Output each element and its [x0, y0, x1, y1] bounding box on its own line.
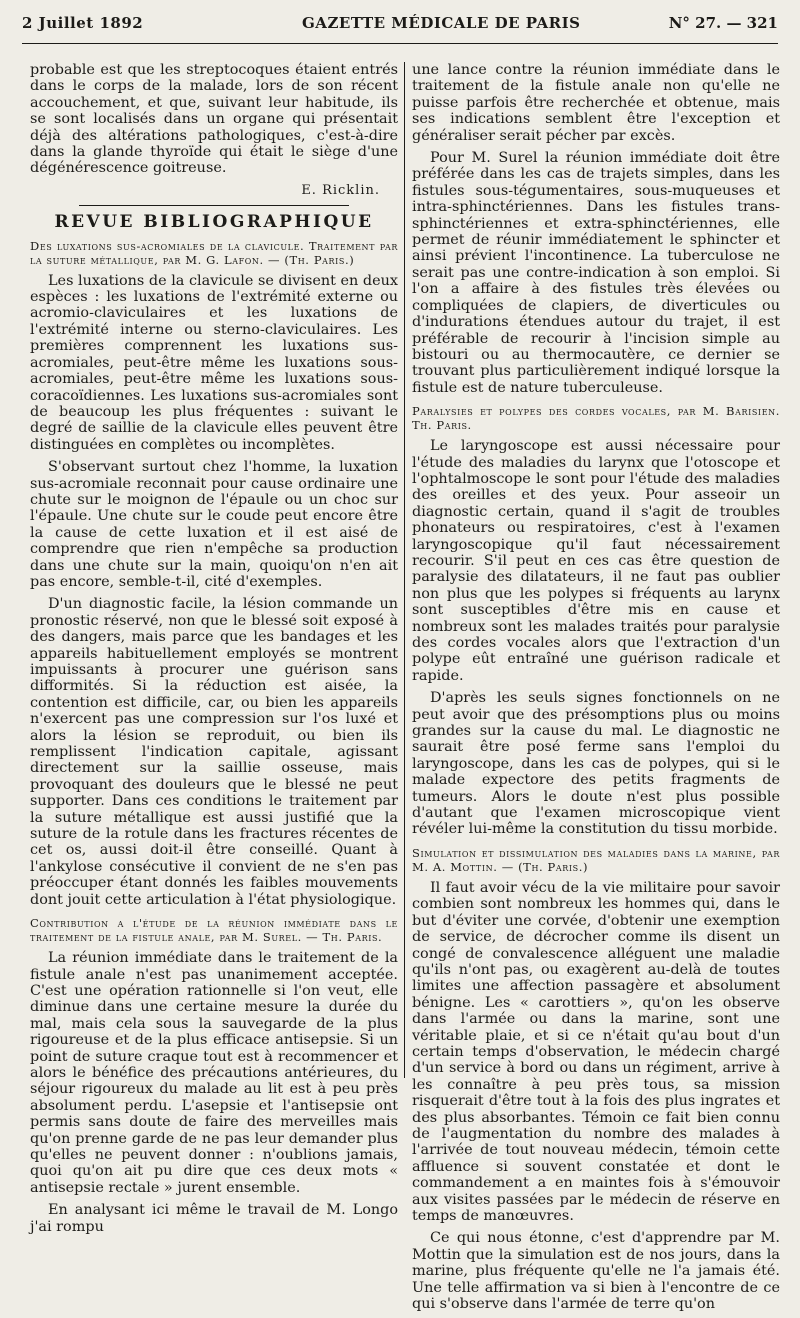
left-column: [30, 62, 398, 1241]
intro-signature: E. Ricklin.: [301, 182, 380, 198]
article-paragraph: Pour M. Surel la réunion immédiate doit être préférée dans les cas de trajets simples, dans les fistules sous-tégumentaires, sous-muqueuses et intra-sphinctériennes. Dans les fistules trans-sphinctériennes et extra-sphinctériennes, elle permet de réunir immédiatement le sphincter et ainsi prévient l'incontinence. La tuberculose ne serait pas une contre-indication à son emploi. Si l'on a affaire à des fistules très élevées ou compliquées de clapiers, de diverticules ou d'indurations étendues autour du trajet, il est préférable de recourir à l'incision simple au bistouri ou au thermocautère, ce dernier se trouvant plus particulièrement indiqué lorsque la fistule est de nature tuberculeuse.: [412, 150, 780, 396]
page-header: [22, 6, 778, 36]
article-paragraph: Le laryngoscope est aussi nécessaire pour l'étude des maladies du larynx que l'otoscope et l'ophtalmoscope le sont pour l'étude des maladies des oreilles et des yeux. Pour asseoir un diagnostic certain, quand il s'agit de troubles phonateurs ou respiratoires, c'est à l'examen laryngoscopique qu'il faut nécessairement recourir. S'il peut en ces cas être question de paralysie des dilatateurs, il ne faut pas oublier non plus que les polypes si fréquents au larynx sont susceptibles d'être mis en cause et nombreux sont les malades traités pour paralysie des cordes vocales alors que l'extraction d'un polype eût entraîné une guérison radicale et rapide.: [412, 438, 780, 684]
article-paragraph: Il faut avoir vécu de la vie militaire pour savoir combien sont nombreux les hommes qui, dans le but d'éviter une corvée, d'obtenir une exemption de service, de décrocher comme ils disent un congé de convalescence alléguent une maladie qu'ils n'ont pas, ou exagèrent au-delà de toutes limites une affection passagère et absolument bénigne. Les « carottiers », qu'on les observe dans l'armée ou dans la marine, sont une véritable plaie, et si ce n'était qu'au bout d'un certain temps d'observation, le médecin chargé d'un service à bord ou dans un régiment, arrive à les connaître à peu près tous, sa mission risquerait d'être tout à la fois des plus ingrates et des plus absorbantes. Témoin ce fait bien connu de l'augmentation du nombre des malades à l'arrivée de tout nouveau médecin, témoin cette affluence si souvent constatée et dont le commandement a en maintes fois à s'émouvoir aux visites passées par le médecin de réserve en temps de manœuvres.: [412, 879, 780, 1224]
right-column: [412, 62, 780, 1318]
article-title-cordes-vocales: Paralysies et polypes des cordes vocales, par M. Barisien. Th. Paris.: [412, 404, 780, 433]
article-paragraph: Ce qui nous étonne, c'est d'apprendre par M. Mottin que la simulation est de nos jours, dans la marine, plus fréquente qu'elle ne l'a jamais été. Une telle affirmation va si bien à l'encontre de ce qui s'observe dans l'armée de terre qu'on: [412, 1230, 780, 1313]
article-paragraph: La réunion immédiate dans le traitement de la fistule anale n'est pas unanimement acceptée. C'est une opération rationnelle si l'on veut, elle diminue dans une certaine mesure la durée du mal, mais cela sous la sauvegarde de la plus rigoureuse et de la plus efficace antisepsie. Si un point de suture craque tout est à recommencer et alors le bénéfice des précautions antérieures, du séjour rigoureux du malade au lit est à peu près absolument perdu. L'asepsie et l'antisepsie ont permis sans doute de faire des merveilles mais qu'on prenne garde de ne pas leur demander plus qu'elles ne peuvent donner : n'oublions jamais, quoi qu'on ait pu dire que ces deux mots « antisepsie rectale » jurent ensemble.: [30, 950, 398, 1196]
journal-title: GAZETTE MÉDICALE DE PARIS: [302, 14, 581, 32]
article-paragraph: En analysant ici même le travail de M. Longo j'ai rompu: [30, 1202, 398, 1235]
article-paragraph: D'un diagnostic facile, la lésion commande un pronostic réservé, non que le blessé soit exposé à des dangers, mais parce que les bandages et les appareils habituellement employés se montrent impuissants à procurer une guérison sans difformités. Si la réduction est aisée, la contention est difficile, car, ou bien les appareils n'exercent pas une compression sur l'os luxé et alors la lésion se reproduit, ou bien ils remplissent l'indication capitale, agissant directement sur la saillie osseuse, mais provoquant des douleurs que le blessé ne peut supporter. Dans ces conditions le traitement par la suture métallique est aussi justifié que la suture de la rotule dans les fractures récentes de cet os, aussi doit-il être conseillé. Quant à l'ankylose consécutive il convient de ne s'en pas préoccuper étant donnés les faibles mouvements dont jouit cette articulation à l'état physiologique.: [30, 596, 398, 908]
article-title-simulation: Simulation et dissimulation des maladies dans la marine, par M. A. Mottin. — (Th. Paris.): [412, 845, 780, 874]
issue-page-number: N° 27. — 321: [668, 14, 778, 32]
issue-date: 2 Juillet 1892: [22, 14, 144, 32]
section-heading: REVUE BIBLIOGRAPHIQUE: [54, 212, 374, 233]
article-title-luxations: Des luxations sus-acromiales de la clavicule. Traitement par la suture métallique, par M. G. Lafon. — (Th. Paris.): [30, 238, 398, 267]
section-divider: [79, 205, 349, 206]
article-paragraph: D'après les seuls signes fonctionnels on ne peut avoir que des présomptions plus ou moins grandes sur la cause du mal. Le diagnostic ne saurait être posé ferme sans l'emploi du laryngoscope, dans les cas de polypes, qui si le malade expectore des petits fragments de tumeurs. Alors le doute n'est plus possible d'autant que l'examen microscopique vient révéler lui-même la constitution du tissu morbide.: [412, 690, 780, 838]
intro-paragraph: probable est que les streptocoques étaient entrés dans le corps de la malade, lors de son récent accouchement, et que, suivant leur habitude, ils se sont localisés dans un organe qui présentait déjà des altérations pathologiques, c'est-à-dire dans la glande thyroïde qui était le siège d'une dégénérescence goitreuse.: [30, 62, 398, 177]
continuation-paragraph: une lance contre la réunion immédiate dans le traitement de la fistule anale non qu'elle ne puisse parfois être recherchée et obtenue, mais ses indications semblent être l'exception et généraliser serait pécher par excès.: [412, 62, 780, 144]
header-rule: [22, 43, 778, 44]
article-title-fistule: Contribution a l'étude de la réunion immédiate dans le traitement de la fistule anale, par M. Surel. — Th. Paris.: [30, 916, 398, 945]
article-paragraph: S'observant surtout chez l'homme, la luxation sus-acromiale reconnait pour cause ordinaire une chute sur le moignon de l'épaule ou un choc sur l'épaule. Une chute sur le coude peut encore être la cause de cette luxation et il est aisé de comprendre que rien n'empêche sa production dans une chute sur la main, quoiqu'on n'en ait pas encore, semble-t-il, cité d'exemples.: [30, 459, 398, 590]
article-paragraph: Les luxations de la clavicule se divisent en deux espèces : les luxations de l'extrémité externe ou acromio-claviculaires et les luxations de l'extrémité interne ou sterno-claviculaires. Les premières comprennent les luxations sus-acromiales, peut-être même les luxations sous-acromiales, peut-être même les luxations sous-coracoïdiennes. Les luxations sus-acromiales sont de beaucoup les plus fréquentes : suivant le degré de saillie de la clavicule elles peuvent être distinguées en complètes ou incomplètes.: [30, 272, 398, 453]
column-divider: [404, 62, 405, 1078]
